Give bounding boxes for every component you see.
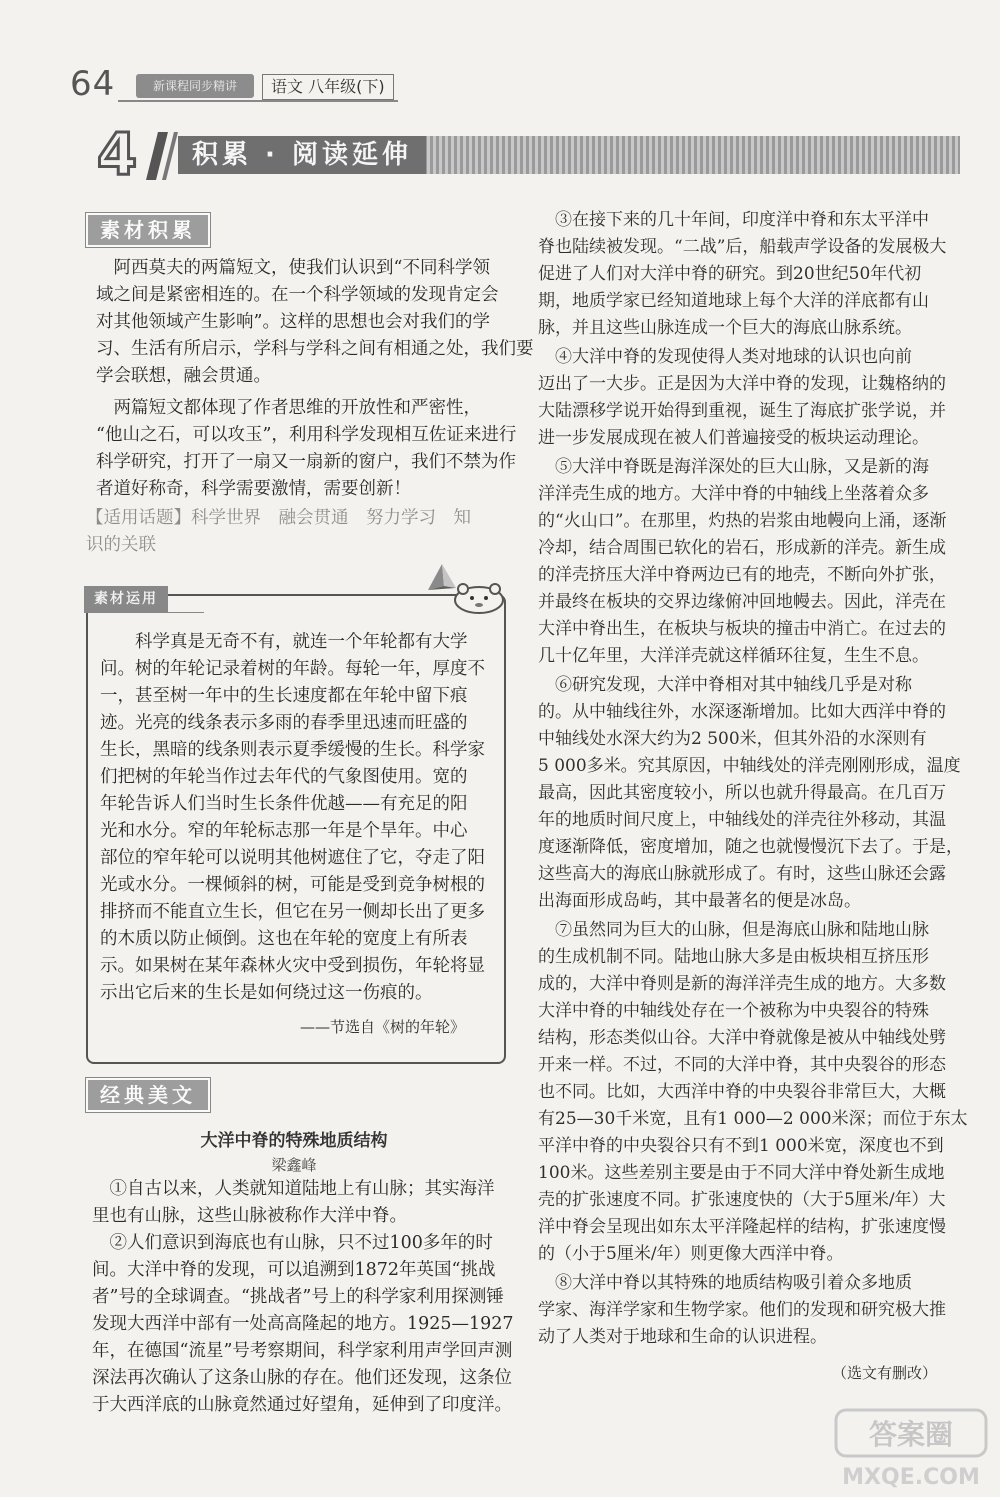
text-line: 排挤而不能直立生长，但它在另一侧却长出了更多 <box>100 902 485 922</box>
text-line: 这些高大的海底山脉就形成了。有时，这些山脉还会露 <box>538 864 946 884</box>
text-line: 对其他领域产生影响”。这样的思想也会对我们的学 <box>96 312 490 332</box>
text-line: 的木质以防止倾倒。这也在年轮的宽度上有所表 <box>100 929 468 949</box>
text-line: 部位的窄年轮可以说明其他树遮住了它，夺走了阳 <box>100 848 485 868</box>
text-line: 示。如果树在某年森林火灾中受到损伤，年轮将显 <box>100 956 485 976</box>
text-line: 域之间是紧密相连的。在一个科学领域的发现肯定会 <box>96 285 499 305</box>
article-title: 大洋中脊的特殊地质结构 <box>200 1131 388 1151</box>
text-line: ④大洋中脊的发现使得人类对地球的认识也向前 <box>538 347 912 367</box>
text-line: 洋洋壳生成的地方。大洋中脊的中轴线上坐落着众多 <box>538 484 929 504</box>
text-line: ③在接下来的几十年间，印度洋中脊和东太平洋中 <box>538 210 929 230</box>
text-line: 学会联想，融会贯通。 <box>96 366 271 386</box>
text-line: 5 000多米。究其原因，中轴线处的洋壳刚刚形成，温度 <box>538 756 961 776</box>
text-line: 问。树的年轮记录着树的年龄。每轮一年，厚度不 <box>100 659 485 679</box>
text-line: 光或水分。一棵倾斜的树，可能是受到竞争树根的 <box>100 875 485 895</box>
text-line: 大洋中脊出生，在板块与板块的撞击中消亡。在过去的 <box>538 619 946 639</box>
watermark-text-cn: 答案圈 <box>868 1418 954 1451</box>
section-number: 4 <box>96 120 138 188</box>
text-line: 学家、海洋学家和生物学家。他们的发现和研究极大推 <box>538 1300 946 1320</box>
text-line: 洋中脊会呈现出如东太平洋隆起样的结构，扩张速度慢 <box>538 1217 946 1237</box>
text-line: 迹。光亮的线条表示多雨的春季里迅速而旺盛的 <box>100 713 468 733</box>
text-line: 们把树的年轮当作过去年代的气象图使用。宽的 <box>100 767 468 787</box>
text-line: 发现大西洋中部有一处高高隆起的地方。1925—1927 <box>92 1314 514 1334</box>
header-rule <box>118 100 398 102</box>
text-line: 脊也陆续被发现。“二战”后，船载声学设备的发展极大 <box>538 237 947 257</box>
text-line: 大洋中脊的中轴线处存在一个被称为中央裂谷的特殊 <box>538 1001 929 1021</box>
text-line: 年轮告诉人们当时生长条件优越——有充足的阳 <box>100 794 468 814</box>
text-line: ②人们意识到海底也有山脉，只不过100多年的时 <box>92 1233 493 1253</box>
text-line: 的生成机制不同。陆地山脉大多是由板块相互挤压形 <box>538 947 929 967</box>
text-line: 里也有山脉，这些山脉被称作大洋中脊。 <box>92 1206 407 1226</box>
text-line: 也不同。比如，大西洋中脊的中央裂谷非常巨大，大概 <box>538 1082 946 1102</box>
text-line: 开来一样。不过，不同的大洋中脊，其中央裂谷的形态 <box>538 1055 946 1075</box>
text-line: 最高，因此其密度较小，所以也就升得最高。在几百万 <box>538 783 946 803</box>
text-line: 间。大洋中脊的发现，可以追溯到1872年英国“挑战 <box>92 1260 496 1280</box>
text-line: 脉，并且这些山脉连成一个巨大的海底山脉系统。 <box>538 318 912 338</box>
text-line: ⑤大洋中脊既是海洋深处的巨大山脉，又是新的海 <box>538 457 929 477</box>
text-line: 者道好称奇，科学需要激情，需要创新！ <box>96 479 411 499</box>
text-line: 结构，形态类似山谷。大洋中脊就像是被从中轴线处劈 <box>538 1028 946 1048</box>
classic-article-tag: 经典美文 <box>86 1078 210 1112</box>
watermark-logo <box>830 1400 1000 1497</box>
text-line: 出海面形成岛屿，其中最著名的便是冰岛。 <box>538 891 861 911</box>
section-title: 积累 · 阅读延伸 <box>178 136 426 174</box>
text-line: 壳的扩张速度不同。扩张速度快的（大于5厘米/年）大 <box>538 1190 946 1210</box>
text-line: 的（小于5厘米/年）则更像大西洋中脊。 <box>538 1244 844 1264</box>
text-line: 度逐渐降低，密度增加，随之也就慢慢沉下去了。于是， <box>538 837 963 857</box>
tag-underline <box>84 612 204 613</box>
text-line: 并最终在板块的交界边缘俯冲回地幔去。因此，洋壳在 <box>538 592 946 612</box>
article-author: 梁鑫峰 <box>271 1156 317 1174</box>
text-line: 平洋中脊的中央裂谷只有不到1 000米宽，深度也不到 <box>538 1136 944 1156</box>
text-line: 期，地质学家已经知道地球上每个大洋的洋底都有山 <box>538 291 929 311</box>
text-line: “他山之石，可以攻玉”，利用科学发现相互佐证来进行 <box>96 425 517 445</box>
text-line: 者”号的全球调查。“挑战者”号上的科学家利用探测锤 <box>92 1287 504 1307</box>
text-line: 有25—30千米宽，且有1 000—2 000米深；而位于东太 <box>538 1109 968 1129</box>
section-banner <box>82 120 960 188</box>
text-line: 冷却，结合周围已软化的岩石，形成新的洋壳。新生成 <box>538 538 946 558</box>
text-line: 进一步发展成现在被人们普遍接受的板块运动理论。 <box>538 428 929 448</box>
text-line: 的洋壳挤压大洋中脊两边已有的地壳，不断向外扩张， <box>538 565 946 585</box>
text-line: 年，在德国“流星”号考察期间，科学家利用声学回声测 <box>92 1341 513 1361</box>
text-line: 示出它后来的生长是如何绕过这一伤痕的。 <box>100 983 433 1003</box>
applicable-topics: 【适用话题】科学世界 融会贯通 努力学习 知 <box>86 508 471 528</box>
material-application-tag: 素材运用 <box>84 586 168 612</box>
text-line: 阿西莫夫的两篇短文，使我们认识到“不同科学领 <box>96 258 490 278</box>
text-line: 科学真是无奇不有，就连一个年轮都有大学 <box>100 632 468 652</box>
text-line: 生长，黑暗的线条则表示夏季缓慢的生长。科学家 <box>100 740 485 760</box>
text-line: ⑥研究发现，大洋中脊相对其中轴线几乎是对称 <box>538 675 912 695</box>
page-number: 64 <box>70 64 116 104</box>
text-line: 中轴线处水深大约为2 500米，但其外沿的水深则有 <box>538 729 927 749</box>
text-line: 于大西洋底的山脉竟然通过好望角，延伸到了印度洋。 <box>92 1395 512 1415</box>
editorial-note: （选文有删改） <box>832 1364 938 1382</box>
text-line: 年的地质时间尺度上，中轴线处的洋壳往外移动，其温 <box>538 810 946 830</box>
material-accumulation-tag: 素材积累 <box>86 213 210 247</box>
subject-grade-label: 语文 八年级(下) <box>262 74 394 100</box>
applicable-topics-cont: 识的关联 <box>86 535 156 555</box>
text-line: 的。从中轴线往外，水深逐渐增加。比如大西洋中脊的 <box>538 702 946 722</box>
text-line: 一，甚至树一年中的生长速度都在年轮中留下痕 <box>100 686 468 706</box>
text-line: 100米。这些差别主要是由于不同大洋中脊处新生成地 <box>538 1163 945 1183</box>
text-line: 大陆漂移学说开始得到重视，诞生了海底扩张学说，并 <box>538 401 946 421</box>
text-line: ①自古以来，人类就知道陆地上有山脉；其实海洋 <box>92 1179 495 1199</box>
text-line: 光和水分。窄的年轮标志那一年是个旱年。中心 <box>100 821 468 841</box>
text-line: 两篇短文都体现了作者思维的开放性和严密性， <box>96 398 481 418</box>
text-line: 的“火山口”。在那里，灼热的岩浆由地幔向上涌，逐渐 <box>538 511 947 531</box>
text-line: 动了人类对于地球和生命的认识进程。 <box>538 1327 827 1347</box>
text-line: 成的，大洋中脊则是新的海洋洋壳生成的地方。大多数 <box>538 974 946 994</box>
text-line: 习、生活有所启示，学科与学科之间有相通之处，我们要 <box>96 339 534 359</box>
text-line: 迈出了一大步。正是因为大洋中脊的发现，让魏格纳的 <box>538 374 946 394</box>
text-line: 深法再次确认了这条山脉的存在。他们还发现，这条位 <box>92 1368 512 1388</box>
watermark-text-en: MXQE.COM <box>842 1465 980 1490</box>
text-line: 促进了人们对大洋中脊的研究。到20世纪50年代初 <box>538 264 922 284</box>
text-line: 科学研究，打开了一扇又一扇新的窗户，我们不禁为作 <box>96 452 516 472</box>
series-tag: 新课程同步精讲 <box>136 74 254 98</box>
text-line: ⑧大洋中脊以其特殊的地质结构吸引着众多地质 <box>538 1273 912 1293</box>
text-line: ⑦虽然同为巨大的山脉，但是海底山脉和陆地山脉 <box>538 920 929 940</box>
text-line: 几十亿年里，大洋洋壳就这样循环往复，生生不息。 <box>538 646 929 666</box>
bear-mascot-icon <box>452 578 506 614</box>
excerpt-source: ——节选自《树的年轮》 <box>300 1018 466 1036</box>
